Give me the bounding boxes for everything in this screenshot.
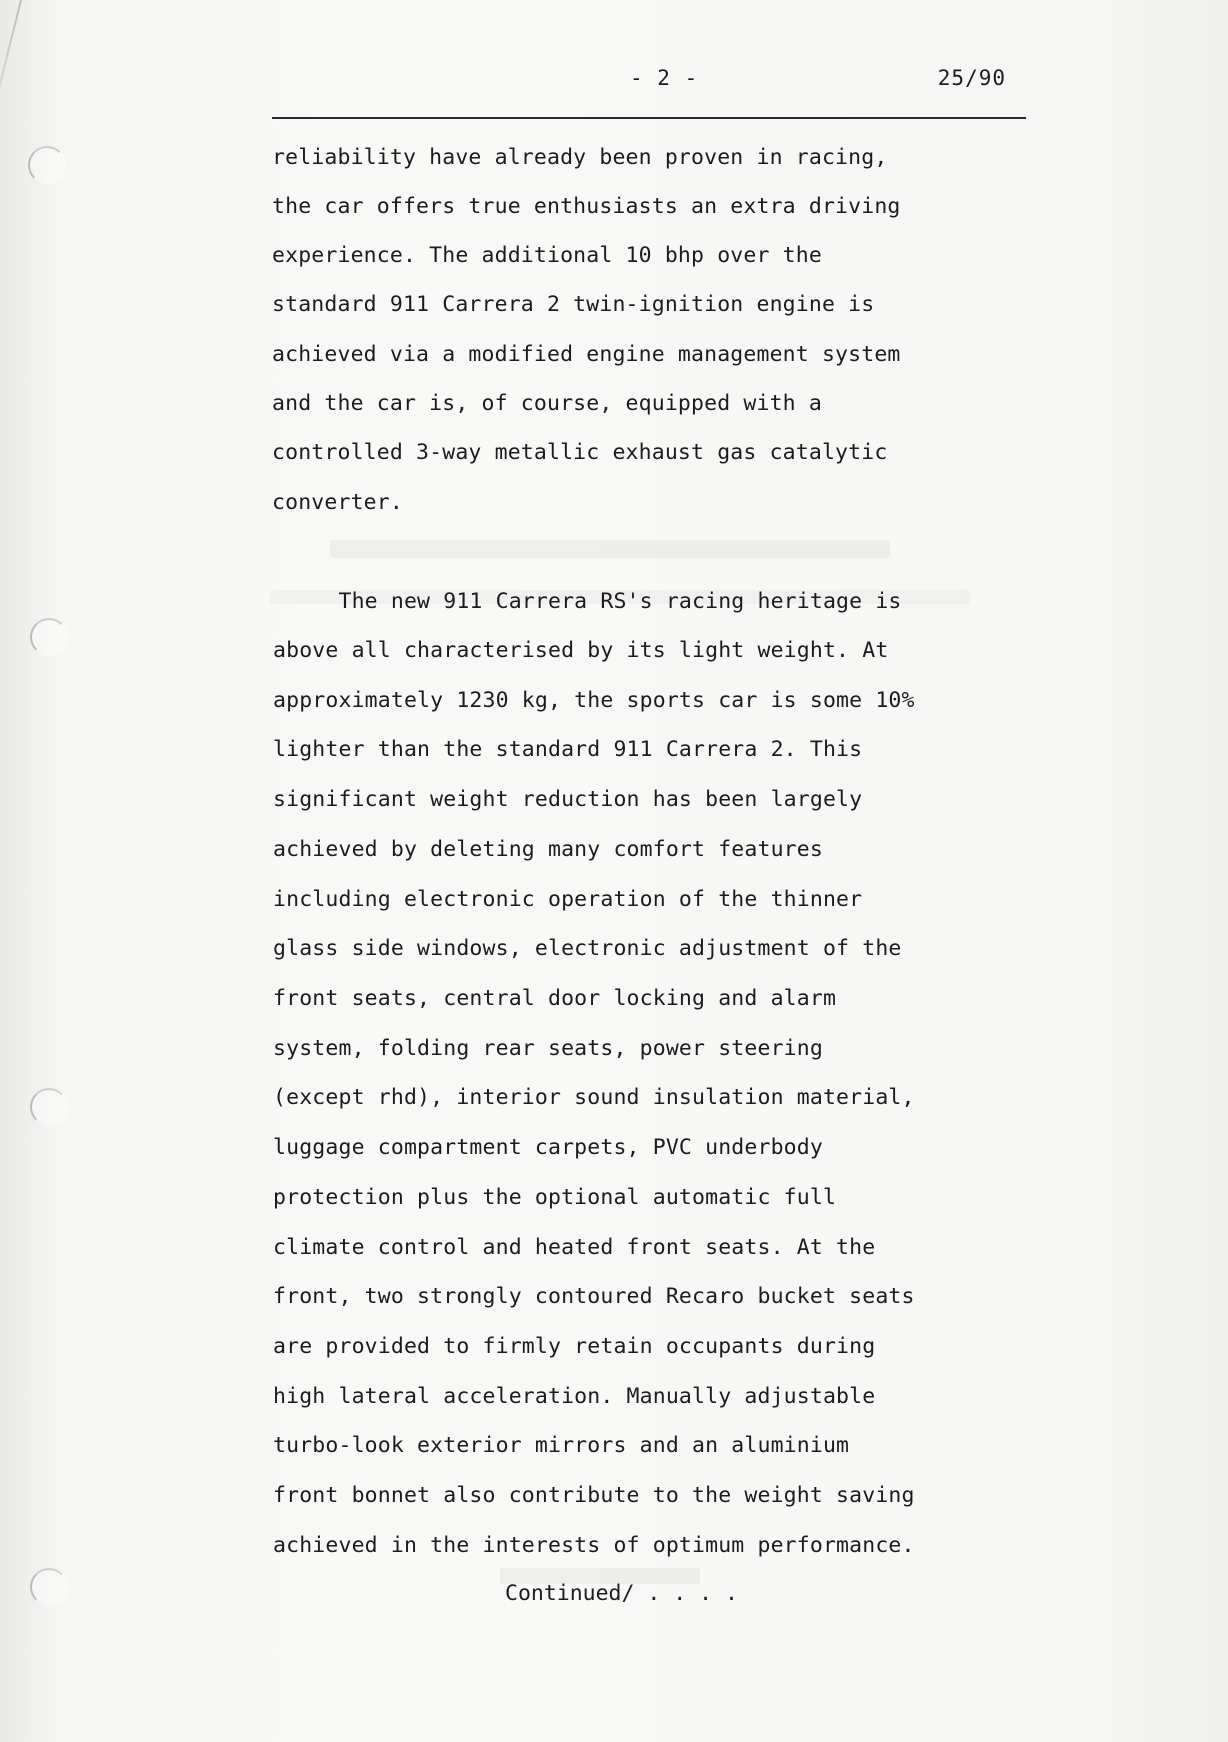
text-line: are provided to firmly retain occupants during [273,1334,876,1359]
text-line: climate control and heated front seats. At the [273,1235,876,1260]
text-line: above all characterised by its light weight. At [273,638,889,663]
text-line: high lateral acceleration. Manually adjustable [273,1384,876,1409]
text-line: approximately 1230 kg, the sports car is some 10% [273,688,915,713]
text-line: The new 911 Carrera RS's racing heritage is [273,589,902,614]
text-line: lighter than the standard 911 Carrera 2. This [273,737,863,762]
text-line: glass side windows, electronic adjustment of the [273,936,902,961]
punch-hole-bottom [30,1568,68,1606]
text-line: and the car is, of course, equipped with a [272,391,822,416]
punch-hole-top [28,146,66,184]
text-line: front bonnet also contribute to the weight saving [273,1483,915,1508]
text-line: achieved by deleting many comfort features [273,837,823,862]
text-line: front seats, central door locking and alarm [273,986,837,1011]
text-line: achieved in the interests of optimum performance. [273,1533,915,1558]
text-line: significant weight reduction has been largely [273,787,863,812]
text-line: standard 911 Carrera 2 twin-ignition engine is [272,292,875,317]
text-line: the car offers true enthusiasts an extra driving [272,194,901,219]
text-line: reliability have already been proven in racing, [272,145,888,170]
text-line: system, folding rear seats, power steering [273,1036,823,1061]
bleed-through-shading [330,540,890,558]
text-line: achieved via a modified engine management system [272,342,901,367]
text-line: controlled 3-way metallic exhaust gas catalytic [272,440,888,465]
text-line: (except rhd), interior sound insulation material, [273,1085,915,1110]
continued-note: Continued/ . . . . [505,1581,738,1606]
text-line: including electronic operation of the thinner [273,887,863,912]
text-line: front, two strongly contoured Recaro bucket seats [273,1284,915,1309]
text-line: experience. The additional 10 bhp over the [272,243,822,268]
text-line: converter. [272,490,403,515]
header-rule [272,117,1026,119]
punch-hole-upper-middle [30,618,68,656]
text-line: turbo-look exterior mirrors and an aluminium [273,1433,850,1458]
page-header [272,66,1026,96]
page-fold-mark [0,0,22,136]
text-line: luggage compartment carpets, PVC underbody [273,1135,823,1160]
punch-hole-lower-middle [30,1088,68,1126]
page-number: - 2 - [630,66,699,90]
document-reference: 25/90 [937,66,1006,90]
text-line: protection plus the optional automatic full [273,1185,837,1210]
